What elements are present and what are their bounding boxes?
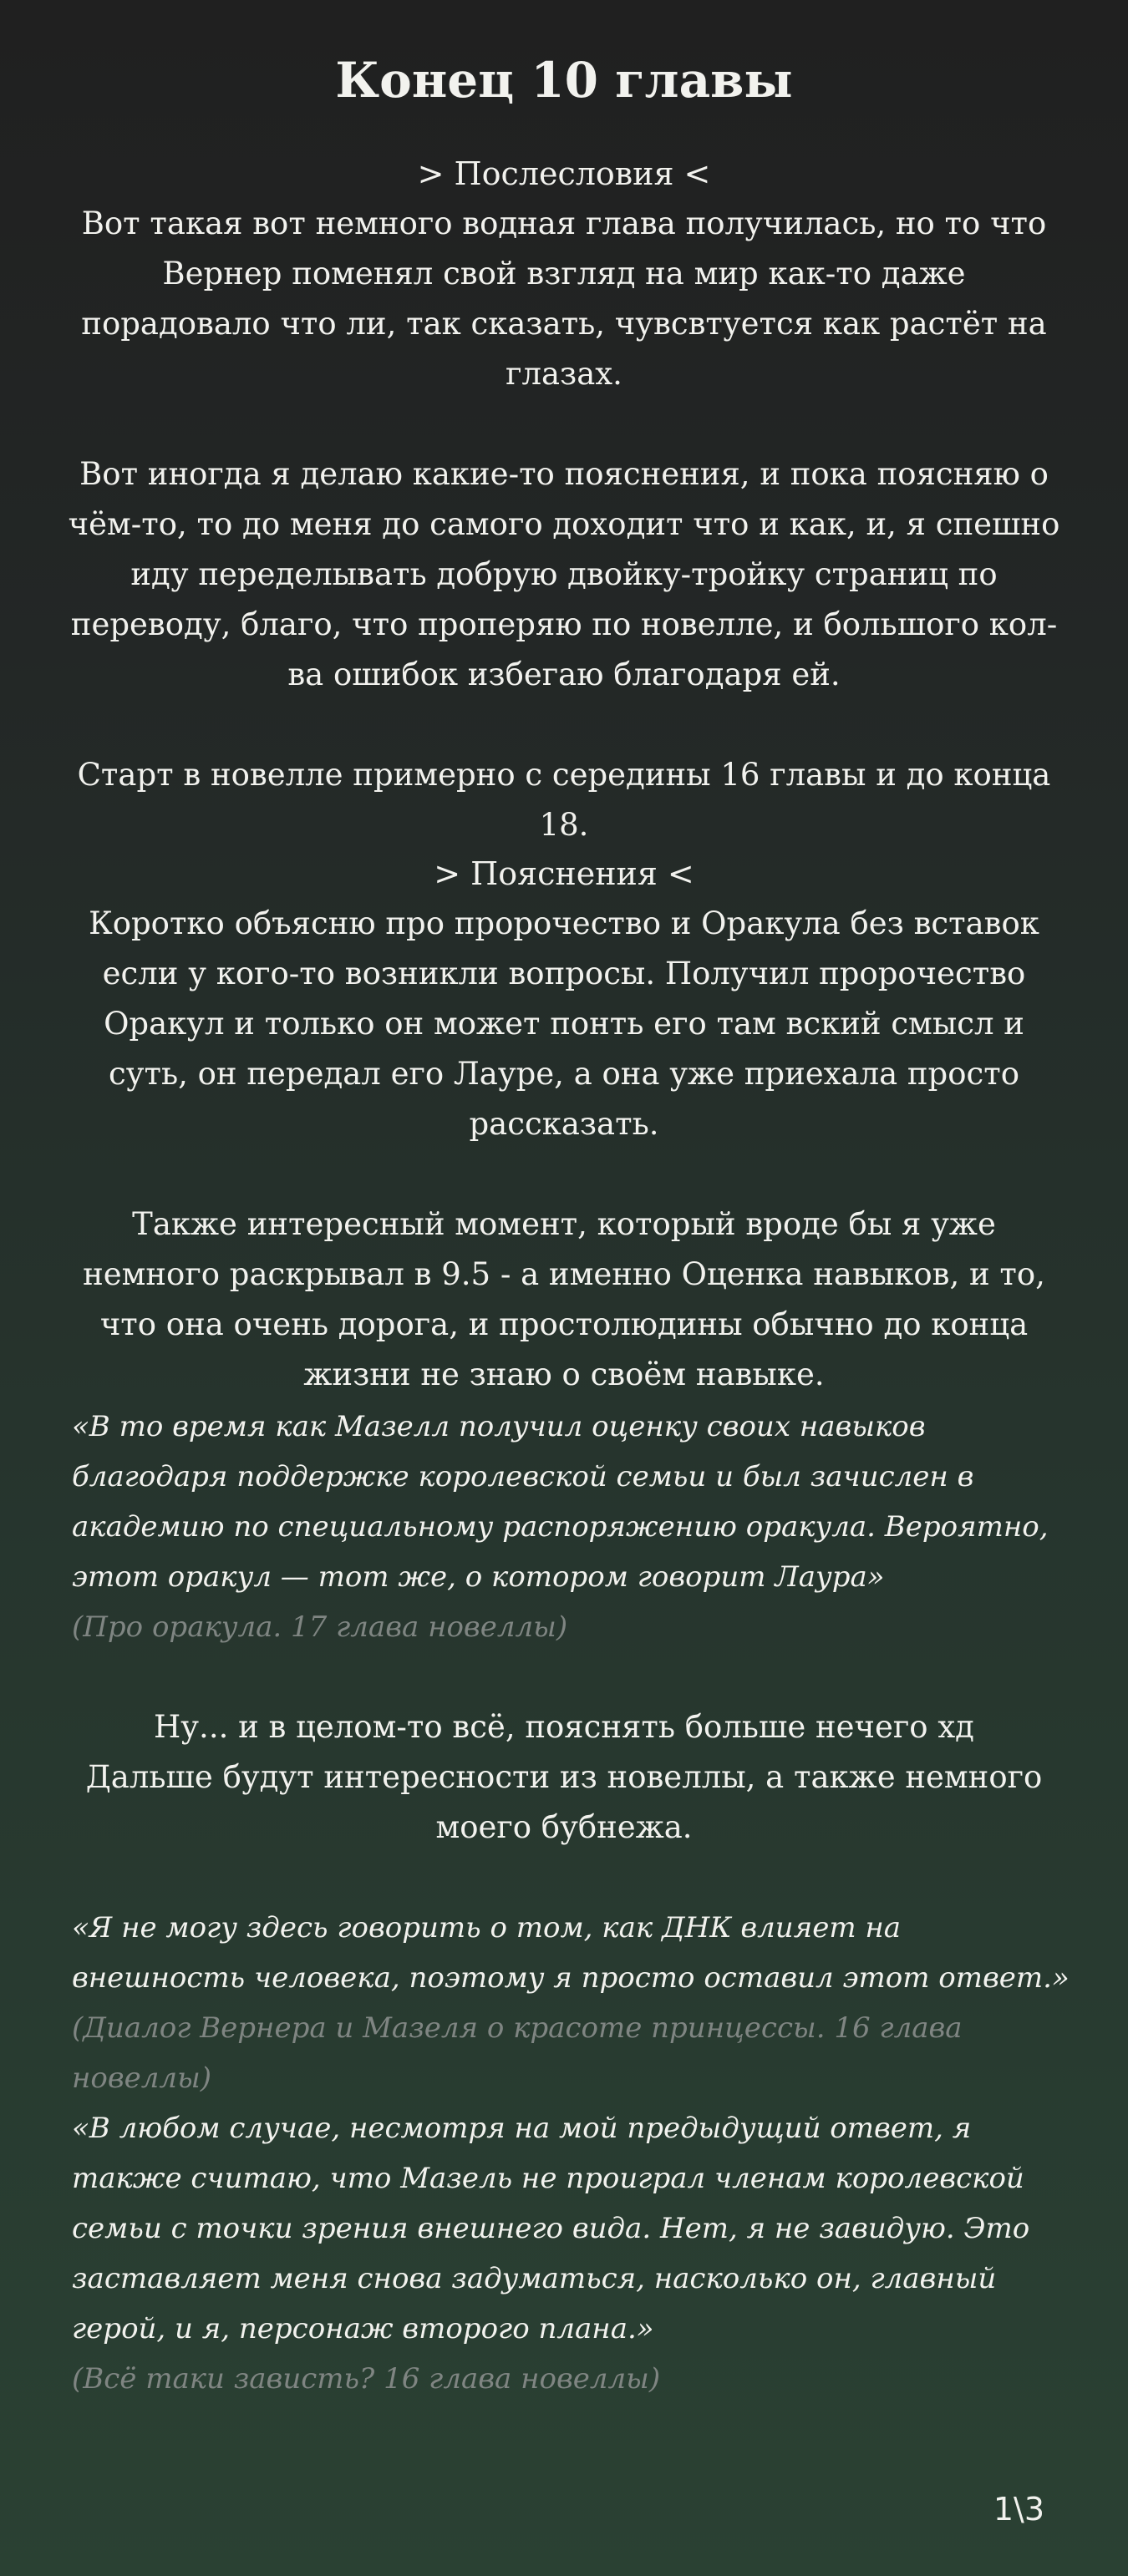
afterword-heading: > Послесловия <	[417, 155, 711, 192]
quote-source: (Диалог Вернера и Мазеля о красоте принцессы. 16 глава новеллы)	[72, 2011, 963, 2095]
afterword-section	[67, 149, 1061, 850]
explanations-paragraph-2: Также интересный момент, который вроде бы я уже немного раскрывал в 9.5 - а именно Оценка навыков, и то, что она очень дорога, и простолюдины обычно до конца жизни не знаю о своём навыке.	[83, 1206, 1045, 1392]
quote-text: «В то время как Мазелл получил оценку своих навыков благодаря поддержке королевской семьи и был зачислен в академию по специальному распоряжению оракула. Вероятно, этот оракул — тот же, о котором говорит Лаура»	[72, 1410, 1049, 1594]
explanations-heading: > Пояснения <	[434, 855, 694, 892]
quote-envy	[72, 2103, 1075, 2404]
afterword-paragraph-1: Вот такая вот немного водная глава получилась, но то что Вернер поменял свой взгляд на мир как-то даже порадовало что ли, так сказать, чувсвтуется как растёт на глазах.	[81, 205, 1047, 392]
quote-source: (Всё таки зависть? 16 глава новеллы)	[72, 2362, 661, 2396]
quote-text: «Я не могу здесь говорить о том, как ДНК влияет на внешность человека, поэтому я просто оставил этот ответ.»	[72, 1911, 1070, 1995]
quote-source: (Про оракула. 17 глава новеллы)	[72, 1610, 568, 1644]
closing-line-1: Ну... и в целом-то всё, пояснять больше нечего хд	[154, 1709, 974, 1745]
explanations-paragraph-1: Коротко объясню про пророчество и Оракула без вставок если у кого-то возникли вопросы. Получил пророчество Оракул и только он может понть его там вский смысл и суть, он передал его Лауре, а она уже приехала просто рассказать.	[89, 905, 1039, 1142]
closing-line-2: Дальше будут интересности из новеллы, а также немного моего бубнежа.	[85, 1759, 1043, 1845]
quote-text: «В любом случае, несмотря на мой предыдущий ответ, я также считаю, что Мазель не проиграл членам королевской семьи с точки зрения внешнего вида. Нет, я не завидую. Это заставляет меня снова задуматься, насколько он, главный герой, и я, персонаж второго плана.»	[72, 2112, 1030, 2345]
page-title: Конец 10 главы	[335, 52, 793, 109]
closing-section	[67, 1702, 1061, 1853]
afterword-paragraph-2: Вот иногда я делаю какие-то пояснения, и пока поясняю о чём-то, то до меня до самого доходит что и как, и, я спешно иду переделывать добрую двойку-тройку страниц по переводу, благо, что проперяю по новелле, и большого кол-ва ошибок избегаю благодаря ей.	[68, 456, 1060, 692]
explanations-section	[67, 849, 1061, 1400]
quote-oracle	[72, 1402, 1075, 1652]
page-number: 1\3	[993, 2491, 1044, 2528]
quote-dna	[72, 1903, 1075, 2103]
afterword-paragraph-3: Старт в новелле примерно с середины 16 главы и до конца 18.	[77, 757, 1051, 843]
